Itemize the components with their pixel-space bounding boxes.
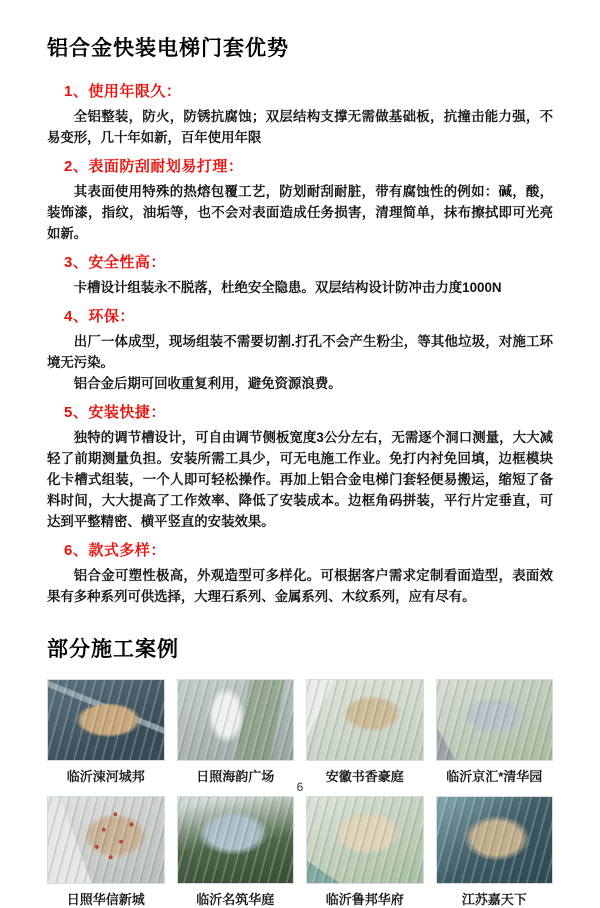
case-item bbox=[306, 679, 424, 785]
advantage-heading-5: 5、安装快捷： bbox=[64, 404, 166, 421]
advantage-paragraph: 卡槽设计组装永不脱落，杜绝安全隐患。双层结构设计防冲击力度1000N bbox=[73, 280, 502, 295]
advantage-paragraph: 其表面使用特殊的热熔包覆工艺，防划耐刮耐脏，带有腐蚀性的例如：碱，酸，装饰漆，指纹，油垢等，也不会对表面造成任务损害，清理简单，抹布擦拭即可光亮如新。 bbox=[47, 184, 553, 241]
case-caption: 临沂鲁邦华府 bbox=[325, 892, 404, 907]
case-caption: 临沂名筑华庭 bbox=[196, 892, 275, 907]
page-title: 铝合金快装电梯门套优势 bbox=[47, 37, 289, 60]
case-caption: 临沂京汇*清华园 bbox=[446, 769, 543, 784]
case-caption: 安徽书香豪庭 bbox=[325, 769, 404, 784]
advantage-heading-6: 6、款式多样： bbox=[64, 542, 166, 559]
case-photo-linyi-suhe bbox=[47, 679, 165, 761]
advantage-paragraph: 铝合金后期可回收重复利用，避免资源浪费。 bbox=[73, 376, 342, 391]
case-photo-linyi-mingzhu bbox=[177, 796, 295, 884]
case-caption: 江苏嘉天下 bbox=[461, 892, 527, 907]
advantage-paragraph: 出厂一体成型，现场组装不需要切割.打孔不会产生粉尘，等其他垃圾，对施工环境无污染。 bbox=[47, 334, 553, 370]
case-photo-rizhao-haiyun bbox=[177, 679, 295, 761]
advantage-heading-4: 4、环保： bbox=[64, 308, 135, 325]
case-item bbox=[306, 796, 424, 908]
cases-title: 部分施工案例 bbox=[47, 638, 179, 661]
advantages-section bbox=[47, 80, 553, 607]
advantage-paragraph: 全铝整装，防火，防锈抗腐蚀；双层结构支撑无需做基础板，抗撞击能力强，不易变形，几十年如新，百年使用年限 bbox=[47, 109, 553, 145]
case-item bbox=[436, 679, 554, 785]
advantage-heading-1: 1、使用年限久： bbox=[64, 83, 182, 100]
advantage-paragraph: 铝合金可塑性极高，外观造型可多样化。可根据客户需求定制看面造型，表面效果有多种系列可供选择，大理石系列、金属系列、木纹系列，应有尽有。 bbox=[47, 568, 553, 604]
page-number: 6 bbox=[296, 780, 304, 794]
case-item bbox=[177, 679, 295, 785]
case-item bbox=[436, 796, 554, 908]
case-caption: 日照海韵广场 bbox=[196, 769, 275, 784]
case-caption: 临沂涑河城邦 bbox=[66, 769, 145, 784]
advantage-heading-2: 2、表面防刮耐划易打理： bbox=[64, 158, 244, 175]
case-item bbox=[177, 796, 295, 908]
case-photo-linyi-jinghui bbox=[436, 679, 554, 761]
case-photo-anhui-shuxiang bbox=[306, 679, 424, 761]
case-item bbox=[47, 679, 165, 785]
advantage-heading-3: 3、安全性高： bbox=[64, 254, 166, 271]
advantage-paragraph: 独特的调节槽设计，可自由调节侧板宽度3公分左右，无需逐个洞口测量，大大减轻了前期测量负担。安装所需工具少，可无电施工作业。免打内衬免回填，边框模块化卡槽式组装，一个人即可轻松操作。再加上铝合金电梯门套轻便易搬运，缩短了备料时间，大大提高了工作效率、降低了安装成本。边框角码拼装，平行片定垂直，可达到平整精密、横平竖直的安装效果。 bbox=[47, 430, 553, 529]
case-photo-jiangsu-jiatianxia bbox=[436, 796, 554, 884]
case-photo-rizhao-huaxin bbox=[47, 796, 165, 884]
case-item bbox=[47, 796, 165, 908]
case-caption: 日照华信新城 bbox=[66, 892, 145, 907]
case-photo-linyi-lubang bbox=[306, 796, 424, 884]
